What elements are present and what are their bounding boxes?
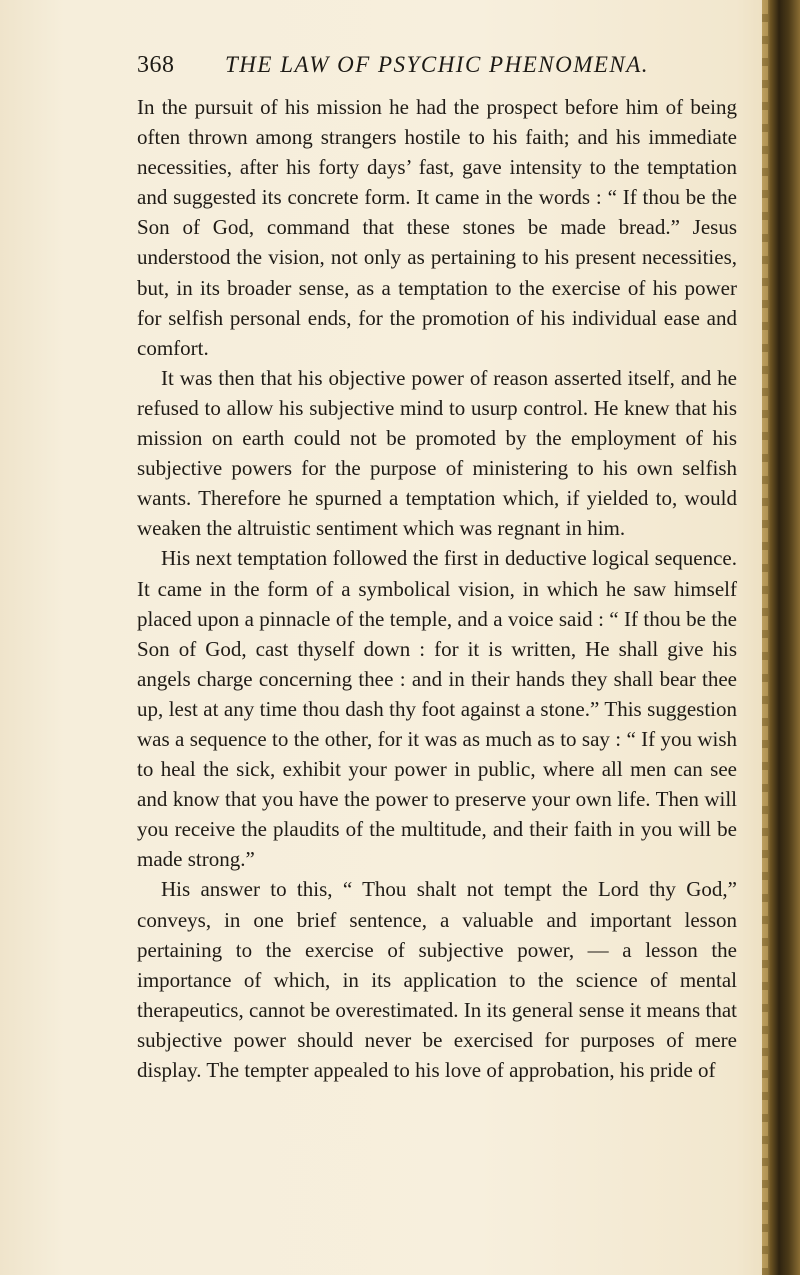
page-number: 368 <box>137 52 175 78</box>
paragraph-2: It was then that his objective power of reason asserted itself, and he refused to allow his subjective mind to usurp control. He knew that his mission on earth could not be promoted by the employment of his subjective powers for the purpose of ministering to his own selfish wants. Therefore he spurned a temptation which, if yielded to, would weaken the altruistic sentiment which was regnant in him. <box>137 365 737 541</box>
page-header <box>137 52 737 86</box>
body-text <box>137 92 737 1085</box>
paragraph-1: In the pursuit of his mission he had the prospect before him of being often thrown among strangers hostile to his faith; and his immediate necessities, after his forty days’ fast, gave intensity to the temptation and suggested its concrete form. It came in the words : “ If thou be the Son of God, command that these stones be made bread.” Jesus understood the vision, not only as pertaining to his present necessities, but, in its broader sense, as a temptation to the exercise of his power for selfish personal ends, for the promotion of his individual ease and comfort. <box>137 95 737 360</box>
running-title: THE LAW OF PSYCHIC PHENOMENA. <box>225 52 650 77</box>
paragraph-3: His next temptation followed the first in deductive logical sequence. It came in the form of a symbolical vision, in which he saw himself placed upon a pinnacle of the temple, and a voice said : “ If thou be the Son of God, cast thyself down : for it is written, He shall give his angels charge concerning thee : and in their hands they shall bear thee up, lest at any time thou dash thy foot against a stone.” This suggestion was a sequence to the other, for it was as much as to say : “ If you wish to heal the sick, exhibit your power in public, where all men can see and know that you have the power to preserve your own life. Then will you receive the plaudits of the multitude, and their faith in you will be made strong.” <box>137 546 737 872</box>
page-edge <box>762 0 800 1275</box>
paragraph-4: His answer to this, “ Thou shalt not tempt the Lord thy God,” conveys, in one brief sentence, a valuable and important lesson pertaining to the exercise of subjective power, — a lesson the importance of which, in its application to the science of mental therapeutics, cannot be overestimated. In its general sense it means that subjective power should never be exercised for purposes of mere display. The tempter appealed to his love of approbation, his pride of <box>137 877 737 1082</box>
